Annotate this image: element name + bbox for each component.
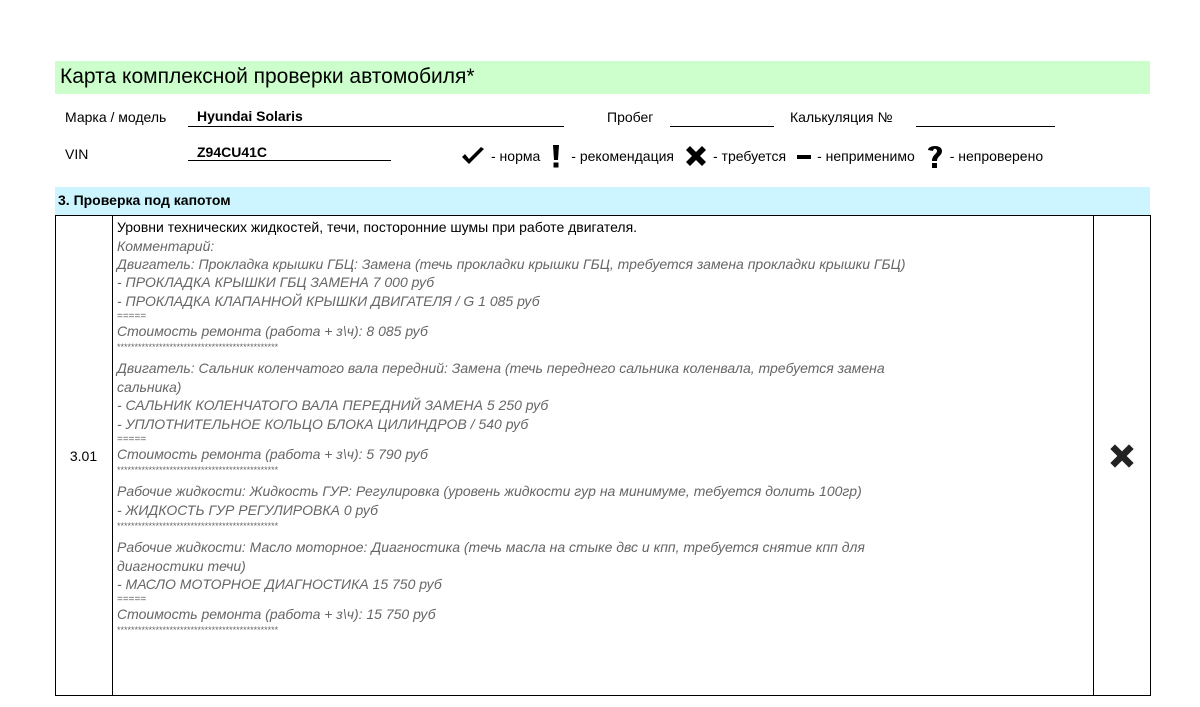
- comment-separator: =====: [117, 311, 147, 322]
- comment-line: - ПРОКЛАДКА КРЫШКИ ГБЦ ЗАМЕНА 7 000 руб: [117, 274, 435, 290]
- comment-separator: =====: [117, 594, 147, 605]
- dash-icon: [796, 146, 812, 166]
- legend-norm-text: - норма: [491, 148, 541, 164]
- comment-line: сальника): [117, 379, 182, 395]
- comment-stars: **********************************************: [117, 625, 279, 635]
- row-description: Уровни технических жидкостей, течи, посторонние шумы при работе двигателя.: [117, 219, 638, 235]
- vin-value: Z94CU41C: [197, 144, 268, 160]
- comment-line: Стоимость ремонта (работа + з\ч): 15 750 руб: [117, 606, 436, 622]
- form-title: Карта комплексной проверки автомобиля*: [60, 65, 475, 88]
- comment-line: Двигатель: Сальник коленчатого вала передний: Замена (течь переднего сальника коленвала, требуется замена: [117, 360, 885, 376]
- question-icon: [925, 143, 945, 169]
- comment-line: - ЖИДКОСТЬ ГУР РЕГУЛИРОВКА 0 руб: [117, 502, 379, 518]
- calc-label: Калькуляция №: [790, 109, 893, 125]
- make-model-label: Марка / модель: [65, 109, 167, 125]
- row-content: [117, 217, 1089, 636]
- comment-line: Стоимость ремонта (работа + з\ч): 8 085 руб: [117, 323, 428, 339]
- comment-line: - ПРОКЛАДКА КЛАПАННОЙ КРЫШКИ ДВИГАТЕЛЯ / G 1 085 руб: [117, 293, 540, 309]
- comment-line: Рабочие жидкости: Масло моторное: Диагностика (течь масла на стыке двс и кпп, требуется снятие кпп для: [117, 539, 865, 555]
- make-model-underline: [188, 126, 564, 127]
- comment-stars: **********************************************: [117, 465, 279, 475]
- cross-icon: [684, 145, 708, 167]
- mileage-underline: [670, 126, 774, 127]
- legend-unchecked-text: - непроверено: [949, 148, 1044, 164]
- comment-separator: =====: [117, 434, 147, 445]
- legend-required-text: - требуется: [713, 148, 787, 164]
- table-divider-left: [112, 216, 113, 695]
- legend-recommend-text: - рекомендация: [571, 148, 674, 164]
- make-model-value: Hyundai Solaris: [197, 108, 303, 124]
- comment-line: Стоимость ремонта (работа + з\ч): 5 790 руб: [117, 446, 428, 462]
- check-icon: [460, 146, 486, 166]
- comment-line: Двигатель: Прокладка крышки ГБЦ: Замена (течь прокладки крышки ГБЦ, требуется замена прокладки крышки ГБЦ): [117, 256, 906, 272]
- legend-na-text: - неприменимо: [817, 148, 915, 164]
- table-divider-right: [1093, 216, 1094, 695]
- vin-underline: [188, 160, 391, 161]
- section-title: 3. Проверка под капотом: [58, 192, 231, 208]
- row-number: 3.01: [69, 448, 98, 464]
- legend: [460, 143, 1043, 169]
- comment-label: Комментарий:: [117, 238, 215, 254]
- vin-label: VIN: [65, 146, 89, 162]
- comment-stars: **********************************************: [117, 342, 279, 352]
- comment-line: Рабочие жидкости: Жидкость ГУР: Регулировка (уровень жидкости гур на минимуме, тебуется долить 100гр): [117, 483, 862, 499]
- row-status-cross-icon: [1108, 443, 1136, 469]
- calc-underline: [916, 126, 1055, 127]
- mileage-label: Пробег: [607, 109, 654, 125]
- comment-line: - УПЛОТНИТЕЛЬНОЕ КОЛЬЦО БЛОКА ЦИЛИНДРОВ / 540 руб: [117, 416, 529, 432]
- comment-stars: **********************************************: [117, 521, 279, 531]
- comment-line: диагностики течи): [117, 558, 246, 574]
- comment-line: - МАСЛО МОТОРНОЕ ДИАГНОСТИКА 15 750 руб: [117, 576, 442, 592]
- exclamation-icon: [550, 144, 562, 168]
- comment-line: - САЛЬНИК КОЛЕНЧАТОГО ВАЛА ПЕРЕДНИЙ ЗАМЕНА 5 250 руб: [117, 397, 549, 413]
